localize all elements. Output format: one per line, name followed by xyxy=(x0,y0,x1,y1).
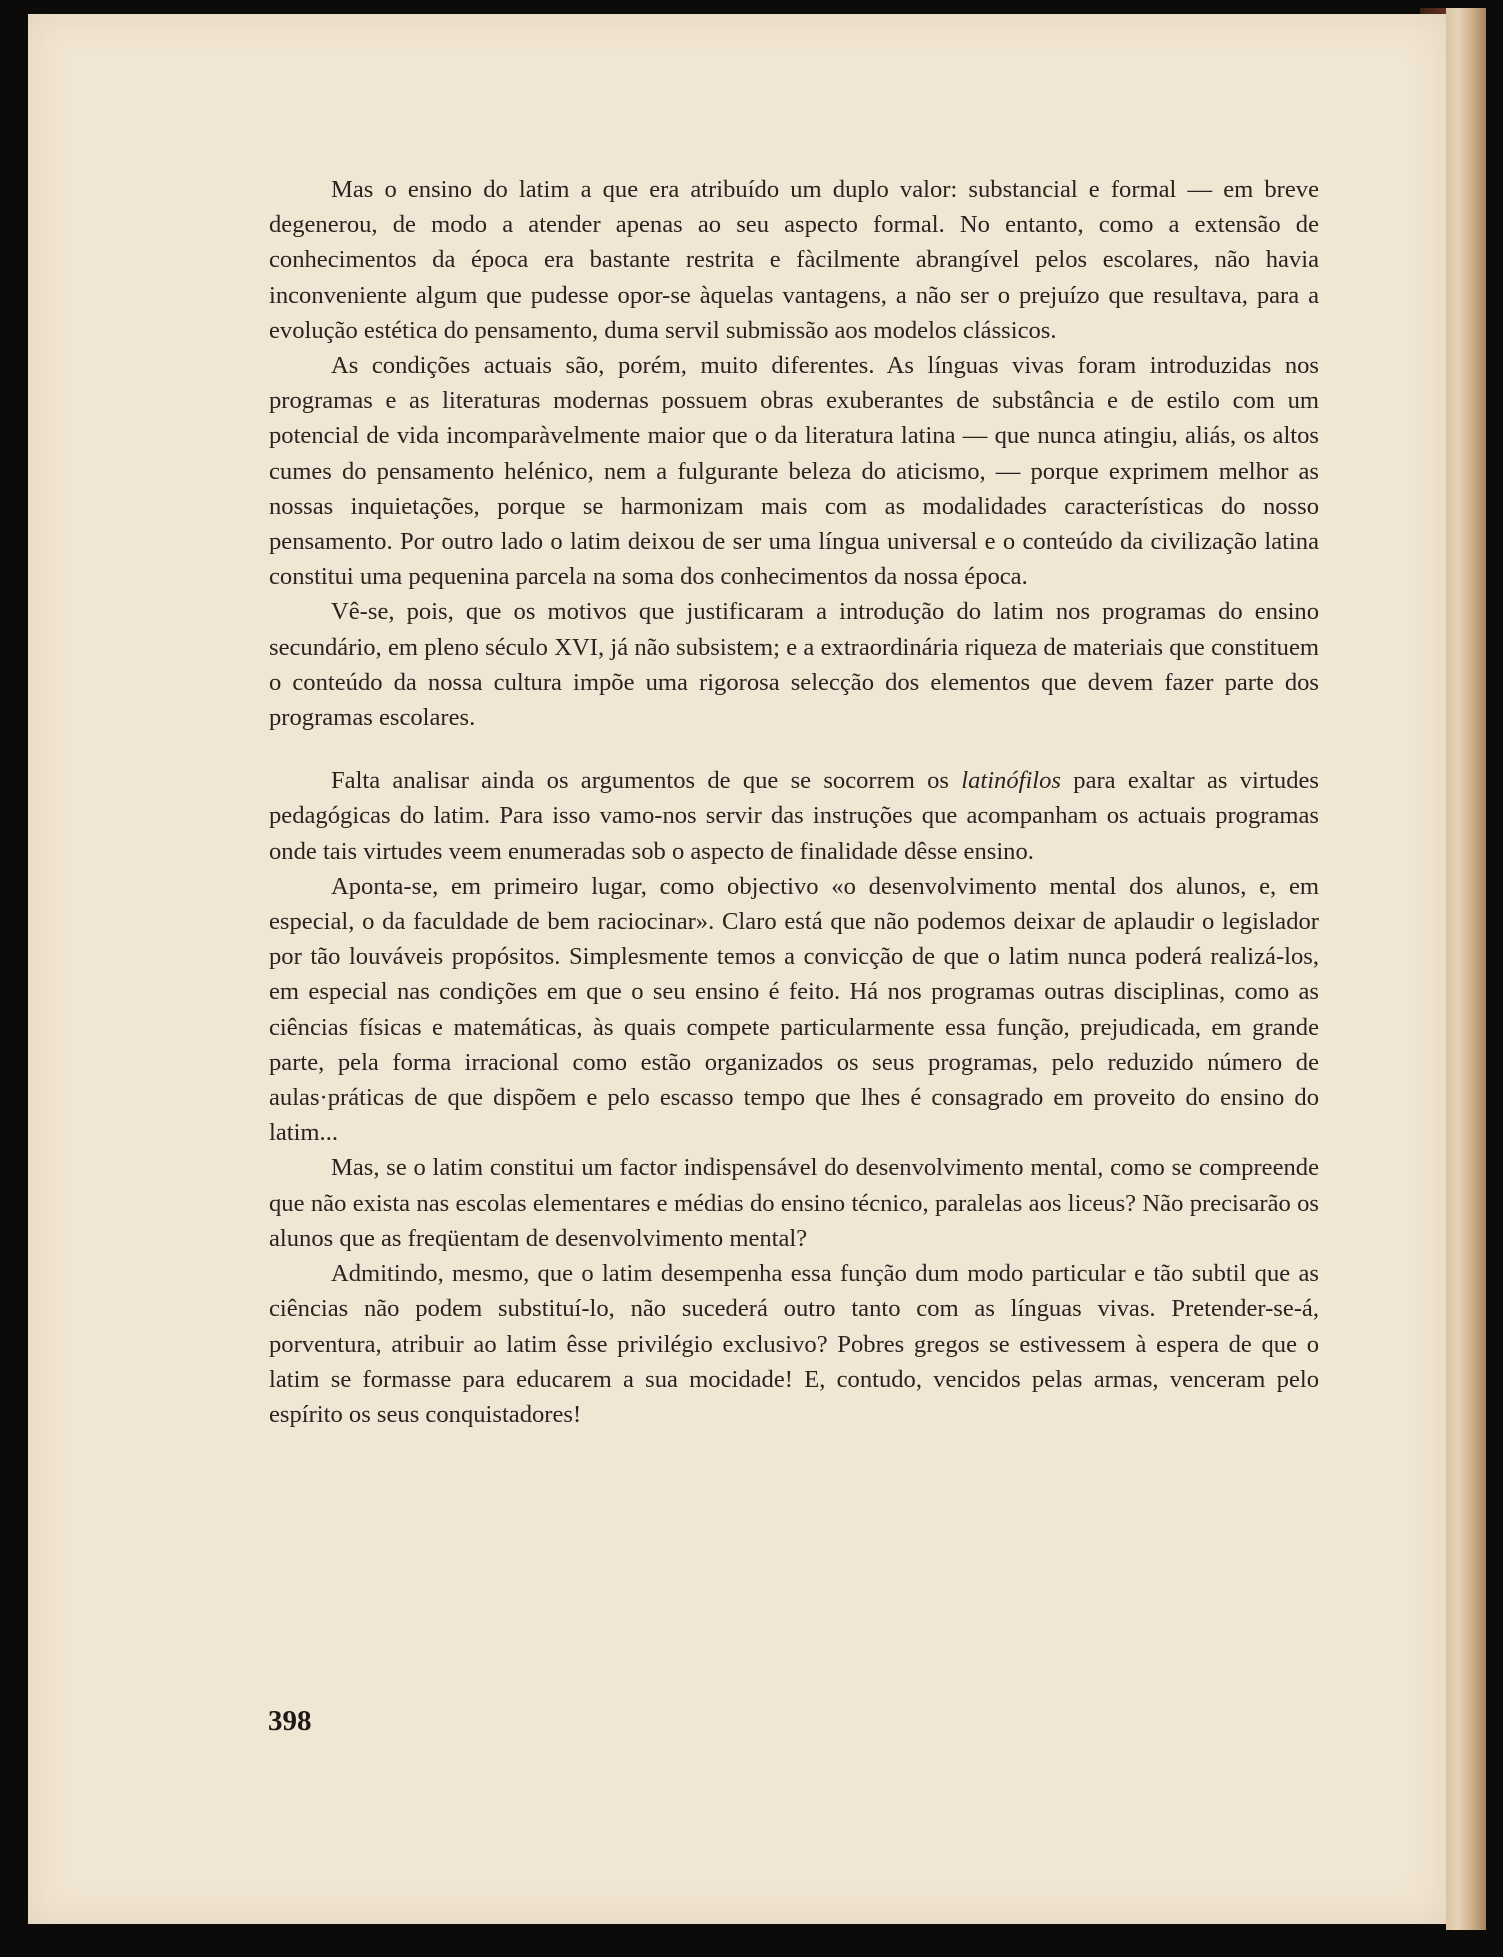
paragraph: Aponta-se, em primeiro lugar, como objectivo «o desenvolvimento mental dos alunos, e, em especial, o da faculdade de bem raciocinar». Claro está que não podemos deixar de aplaudir o legislador por tão louváveis propósitos. Simplesmente temos a convicção de que o latim nunca poderá realizá-los, em especial nas condições em que o seu ensino é feito. Há nos programas outras disciplinas, como as ciências físicas e matemáticas, às quais compete particularmente essa função, prejudicada, em grande parte, pela forma irracional como estão organizados os seus programas, pelo reduzido número de aulas·práticas de que dispõem e pelo escasso tempo que lhes é consagrado em proveito do ensino do latim... xyxy=(269,872,1319,1147)
paragraph: Mas, se o latim constitui um factor indispensável do desenvolvimento mental, como se compreende que não exista nas escolas elementares e médias do ensino técnico, paralelas aos liceus? Não precisarão os alunos que as freqüentam de desenvolvimento mental? xyxy=(269,1154,1319,1252)
page-edge xyxy=(1446,8,1486,1930)
paragraph-text: Falta analisar ainda os argumentos de que se socorrem os xyxy=(331,767,962,795)
page-number: 398 xyxy=(268,1705,312,1737)
paragraph: Admitindo, mesmo, que o latim desempenha essa função dum modo particular e tão subtil que as ciências não podem substituí-lo, não sucederá outro tanto com as línguas vivas. Pretender-se-á, porventura, atribuir ao latim êsse privilégio exclusivo? Pobres gregos se estivessem à espera de que o latim se formasse para educarem a sua mocidade! E, contudo, vencidos pelas armas, venceram pelo espírito os seus conquistadores! xyxy=(269,1260,1319,1428)
section-gap xyxy=(269,735,1319,763)
paragraph: Mas o ensino do latim a que era atribuído um duplo valor: substancial e formal — em breve degenerou, de modo a atender apenas ao seu aspecto formal. No entanto, como a extensão de conhecimentos da época era bastante restrita e fàcilmente abrangível pelos escolares, não havia inconveniente algum que pudesse opor-se àquelas vantagens, a não ser o prejuízo que resultava, para a evolução estética do pensamento, duma servil submissão aos modelos clássicos. xyxy=(269,176,1319,344)
paragraph: Vê-se, pois, que os motivos que justificaram a introdução do latim nos programas do ensino secundário, em pleno século XVI, já não subsistem; e a extraordinária riqueza de materiais que constituem o conteúdo da nossa cultura impõe uma rigorosa selecção dos elementos que devem fazer parte dos programas escolares. xyxy=(269,598,1319,732)
paragraph: As condições actuais são, porém, muito diferentes. As línguas vivas foram introduzidas nos programas e as literaturas modernas possuem obras exuberantes de substância e de estilo com um potencial de vida incomparàvelmente maior que o da literatura latina — que nunca atingiu, aliás, os altos cumes do pensamento helénico, nem a fulgurante beleza do aticismo, — porque exprimem melhor as nossas inquietações, porque se harmonizam mais com as modalidades características do nosso pensamento. Por outro lado o latim deixou de ser uma língua universal e o conteúdo da civilização latina constitui uma pequenina parcela na soma dos conhecimentos da nossa época. xyxy=(269,352,1319,591)
paragraph xyxy=(269,763,1319,869)
body-text xyxy=(269,172,1319,1432)
paragraph-text: para exaltar as virtudes pedagógicas do latim. Para isso vamo-nos servir das instruções que acompanham os actuais programas onde tais virtudes veem enumeradas sob o aspecto de finalidade dêsse ensino. xyxy=(269,767,1319,865)
italic-term: latinófilos xyxy=(961,767,1062,795)
